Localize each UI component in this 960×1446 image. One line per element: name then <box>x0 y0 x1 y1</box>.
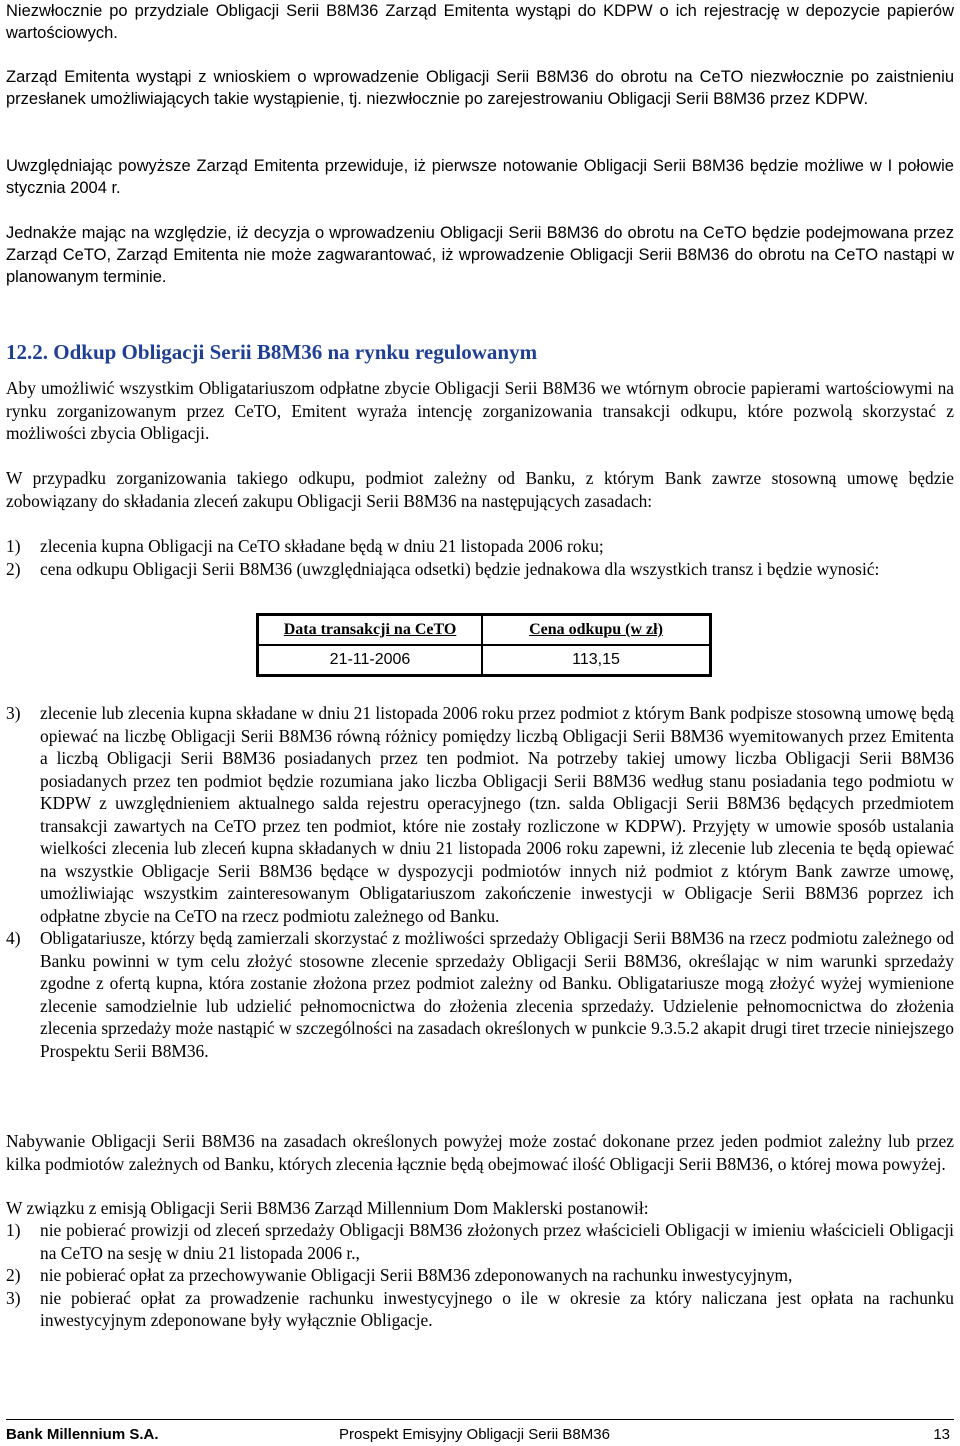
list-item-number: 1) <box>6 536 21 556</box>
buyback-rules-list-a <box>6 535 954 580</box>
list-item-text: cena odkupu Obligacji Serii B8M36 (uwzględniająca odsetki) będzie jednakowa dla wszystkich transz i będzie wynosić: <box>40 558 880 579</box>
table-header-row <box>258 615 710 645</box>
buyback-price-table <box>256 613 712 677</box>
table-header-price: Cena odkupu (w zł) <box>482 615 710 645</box>
table-cell-date: 21-11-2006 <box>258 645 482 675</box>
paragraph-buyback-intent: Aby umożliwić wszystkim Obligatariuszom odpłatne zbycie Obligacji Serii B8M36 we wtórnym obrocie papierami wartościowymi na rynku zorganizowanym przez CeTO, Emitent wyraża intencję zorganizowania transakcji odkupu, które pozwolą skorzystać z możliwości zbycia Obligacji. <box>6 378 954 443</box>
list-item-number: 2) <box>6 558 21 579</box>
list-item <box>6 1264 954 1287</box>
footer-company: Bank Millennium S.A. <box>6 1426 159 1443</box>
list-item <box>6 1287 954 1332</box>
list-item-text: nie pobierać prowizji od zleceń sprzedaży Obligacji B8M36 złożonych przez właścicieli Obligacji w imieniu właścicieli Obligacji na CeTO na sesję w dniu 21 listopada 2006 r., <box>40 1220 954 1263</box>
paragraph-brokerage-decision: W związku z emisją Obligacji Serii B8M36 Zarząd Millennium Dom Maklerski postanowił: <box>6 1198 649 1218</box>
list-item <box>6 558 954 581</box>
list-item-text: Obligatariusze, którzy będą zamierzali skorzystać z możliwości sprzedaży Obligacji Serii B8M36 na rzecz podmiotu zależnego od Banku powinni w tym celu złożyć stosowne zlecenie sprzedaży Obligacji Serii B8M36, określając w nim warunki sprzedaży zgodne z ofertą kupna, która zostanie złożona przez podmiot zależny od Banku. Obligatariusze mogą złożyć wyżej wymienione zlecenie samodzielnie lub udzielić pełnomocnictwa do złożenia zlecenia sprzedaży. Udzielenie pełnomocnictwa do złożenia zlecenia sprzedaży może nastąpić w szczególności na zasadach określonych w punkcie 9.3.5.2 akapit drugi tiret trzecie niniejszego Prospektu Serii B8M36. <box>40 928 954 1061</box>
list-item <box>6 535 954 558</box>
footer-document-title: Prospekt Emisyjny Obligacji Serii B8M36 <box>339 1426 610 1443</box>
table-cell-price: 113,15 <box>482 645 710 675</box>
page-footer <box>6 1419 954 1442</box>
list-item <box>6 1219 954 1264</box>
table-row <box>258 645 710 675</box>
list-item-number: 4) <box>6 928 21 948</box>
paragraph-no-guarantee: Jednakże mając na względzie, iż decyzja o wprowadzeniu Obligacji Serii B8M36 do obrotu na CeTO będzie podejmowana przez Zarząd CeTO, Zarząd Emitenta nie może zagwarantować, iż wprowadzenie Obligacji Serii B8M36 do obrotu na CeTO nastąpi w planowanym terminie. <box>6 224 954 286</box>
buyback-rules-list-b <box>6 702 954 1062</box>
paragraph-registration: Niezwłocznie po przydziale Obligacji Serii B8M36 Zarząd Emitenta wystąpi do KDPW o ich rejestrację w depozycie papierów wartościowych. <box>6 2 954 42</box>
brokerage-fees-list <box>6 1219 954 1332</box>
list-item-number: 3) <box>6 703 21 723</box>
paragraph-first-listing: Uwzględniając powyższe Zarząd Emitenta przewiduje, iż pierwsze notowanie Obligacji Serii B8M36 będzie możliwe w I połowie stycznia 2004 r. <box>6 157 954 197</box>
list-item-text: nie pobierać opłat za prowadzenie rachunku inwestycyjnego o ile w okresie za który naliczana jest opłata na rachunku inwestycyjnym zdeponowane były wyłącznie Obligacje. <box>40 1287 954 1330</box>
section-heading: 12.2. Odkup Obligacji Serii B8M36 na rynku regulowanym <box>6 340 538 364</box>
list-item-number: 2) <box>6 1265 21 1285</box>
table-header-date: Data transakcji na CeTO <box>258 615 482 645</box>
paragraph-ceto-application: Zarząd Emitenta wystąpi z wnioskiem o wprowadzenie Obligacji Serii B8M36 do obrotu na CeTO niezwłocznie po zaistnieniu przesłanek umożliwiających takie wystąpienie, tj. niezwłocznie po zarejestrowaniu Obligacji Serii B8M36 przez KDPW. <box>6 68 954 108</box>
list-item <box>6 702 954 927</box>
list-item-number: 3) <box>6 1287 21 1308</box>
list-item-text: nie pobierać opłat za przechowywanie Obligacji Serii B8M36 zdeponowanych na rachunku inwestycyjnym, <box>40 1265 793 1285</box>
list-item-text: zlecenia kupna Obligacji na CeTO składane będą w dniu 21 listopada 2006 roku; <box>40 536 604 556</box>
paragraph-buyback-rules: W przypadku zorganizowania takiego odkupu, podmiot zależny od Banku, z którym Bank zawrze stosowną umowę będzie zobowiązany do składania zleceń zakupu Obligacji Serii B8M36 na następujących zasadach: <box>6 468 954 511</box>
list-item <box>6 927 954 1062</box>
paragraph-acquisition: Nabywanie Obligacji Serii B8M36 na zasadach określonych powyżej może zostać dokonane przez jeden podmiot zależny lub przez kilka podmiotów zależnych od Banku, których zlecenia łącznie będą obejmować ilość Obligacji Serii B8M36, o której mowa powyżej. <box>6 1131 954 1174</box>
list-item-number: 1) <box>6 1220 21 1240</box>
list-item-text: zlecenie lub zlecenia kupna składane w dniu 21 listopada 2006 roku przez podmiot z którym Bank podpisze stosowną umowę będą opiewać na liczbę Obligacji Serii B8M36 równą różnicy pomiędzy liczbą Obligacji Serii B8M36 wyemitowanych przez Emitenta a liczbą Obligacji Serii B8M36 posiadanych przez ten podmiot. Na potrzeby takiej umowy liczba Obligacji Serii B8M36 posiadanych przez ten podmiot będzie rozumiana jako liczba Obligacji Serii B8M36 według stanu posiadania tego podmiotu w KDPW z uwzględnieniem aktualnego salda rejestru operacyjnego (tzn. salda Obligacji Serii B8M36 będących przedmiotem transakcji zawartych na CeTO przez ten podmiot, które nie zostały rozliczone w KDPW). Przyjęty w umowie sposób ustalania wielkości zlecenia lub zleceń kupna składanych w dniu 21 listopada 2006 roku zapewni, iż zlecenie lub zlecenia te będą opiewać na wszystkie Obligacje Serii B8M36 będące w dyspozycji podmiotów innych niż podmiot z którym Bank zawrze umowę, umożliwiając wszystkim zainteresowanym Obligatariuszom zakończenie inwestycji w Obligacje Serii B8M36 poprzez ich odpłatne zbycie na CeTO na rzecz podmiotu zależnego od Banku. <box>40 703 954 926</box>
page-number: 13 <box>933 1426 950 1443</box>
